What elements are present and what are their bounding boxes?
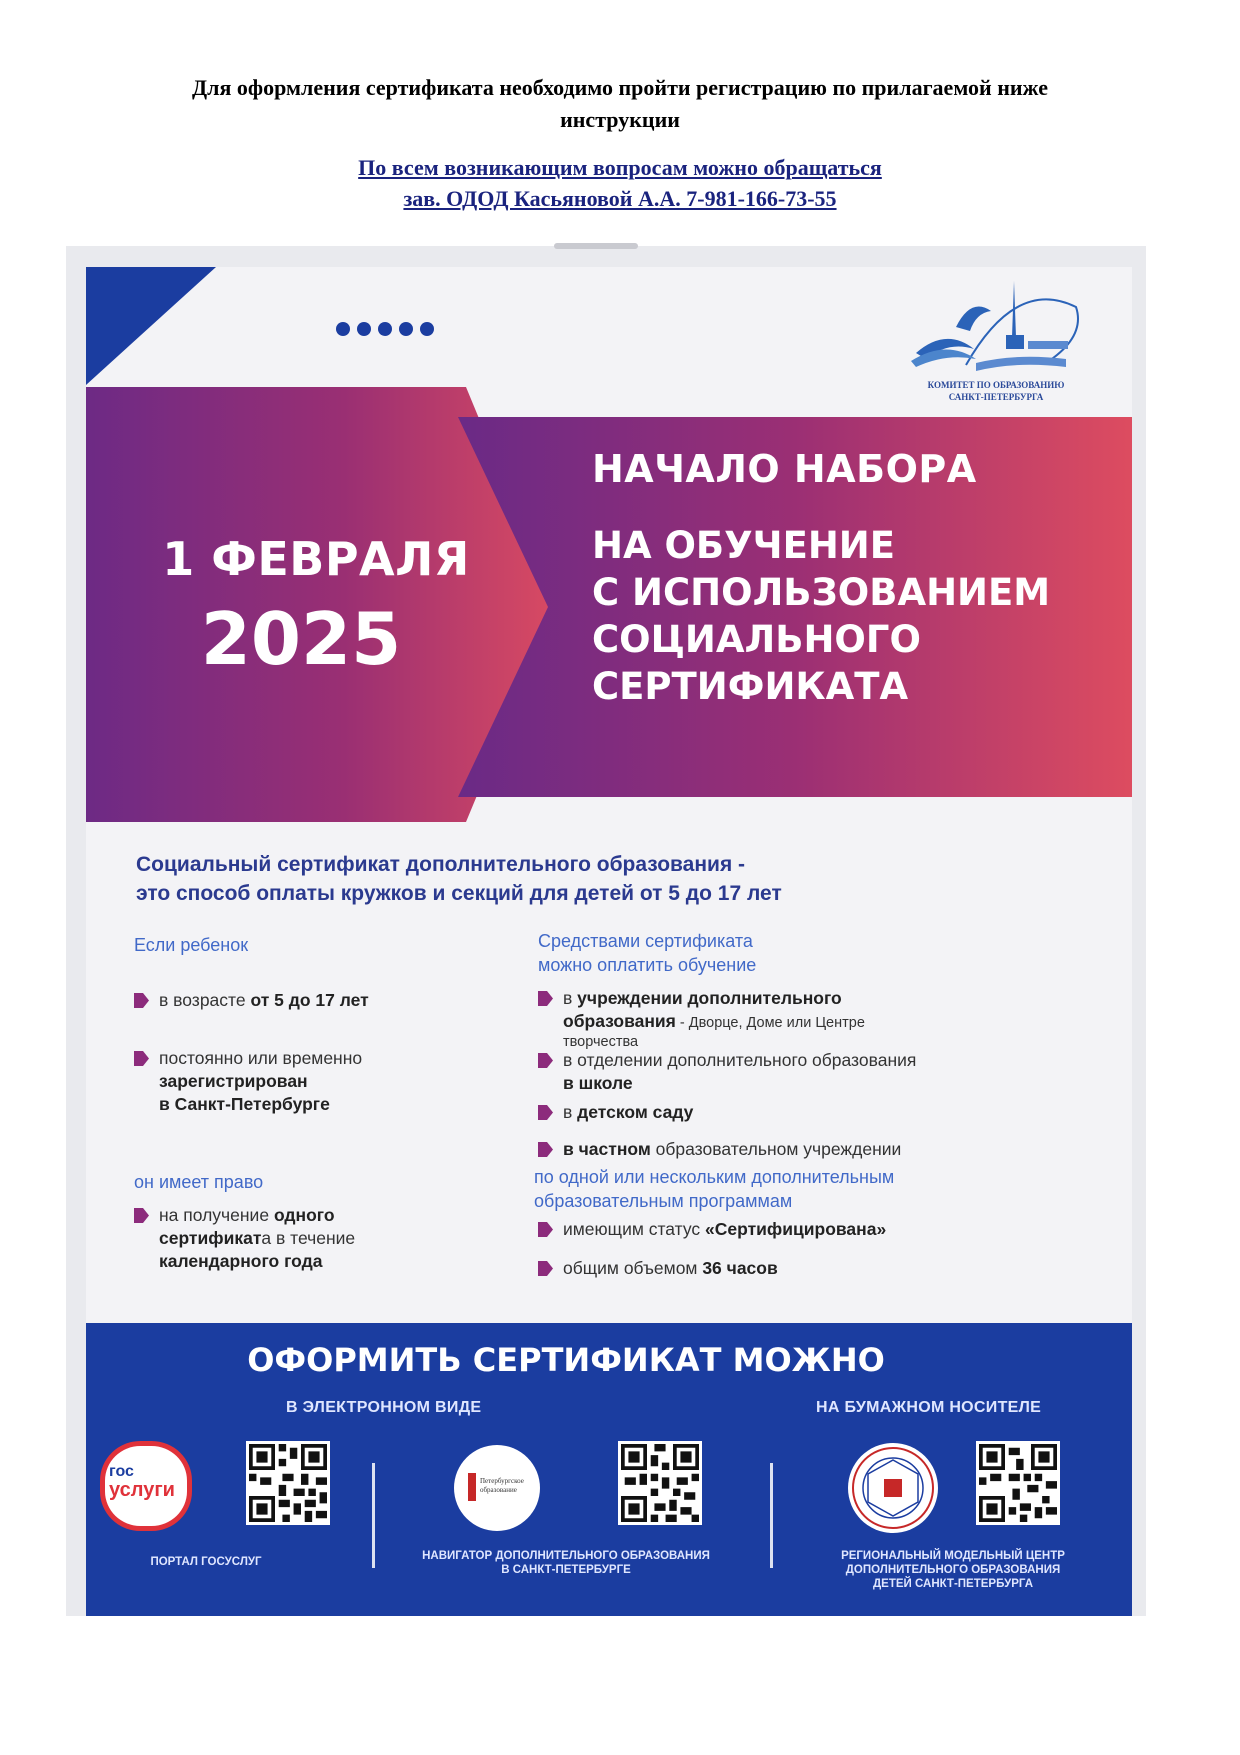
programs-item-status: имеющим статус «Сертифицирована» <box>538 1218 886 1241</box>
certificate-definition: Социальный сертификат дополнительного образования - это способ оплаты кружков и секций для детей от 5 до 17 лет <box>136 853 782 905</box>
navigator-caption: НАВИГАТОР ДОПОЛНИТЕЛЬНОГО ОБРАЗОВАНИЯ В САНКТ-ПЕТЕРБУРГЕ <box>422 1550 710 1576</box>
payment-item-private: в частном образовательном учреждении <box>538 1138 901 1161</box>
eligibility-label: Если ребенок <box>134 935 249 955</box>
start-date-day: 1 ФЕВРАЛЯ <box>162 532 470 586</box>
paper-subtitle: НА БУМАЖНОМ НОСИТЕЛЕ <box>816 1399 1042 1416</box>
committee-logo-icon <box>896 267 1096 379</box>
electronic-subtitle: В ЭЛЕКТРОННОМ ВИДЕ <box>286 1399 482 1416</box>
committee-logo-text: КОМИТЕТ ПО ОБРАЗОВАНИЮ САНКТ-ПЕТЕРБУРГА <box>927 380 1065 402</box>
frame-handle <box>554 243 638 249</box>
payment-item-school: в отделении дополнительного образования в школе <box>538 1049 916 1095</box>
contact-line-2[interactable]: зав. ОДОД Касьяновой А.А. 7-981-166-73-55 <box>403 186 837 211</box>
navigator-qr-code[interactable] <box>618 1441 702 1525</box>
payment-item-kindergarten: в детском саду <box>538 1101 693 1124</box>
entitlement-label: он имеет право <box>134 1172 264 1192</box>
committee-logo <box>896 267 1096 407</box>
entitlement-item: на получение одного сертификата в течение календарного года <box>134 1204 355 1273</box>
poster-title: НАЧАЛО НАБОРА <box>592 447 977 491</box>
contact-line-1[interactable]: По всем возникающим вопросам можно обращаться <box>358 155 882 180</box>
payment-options-label: Средствами сертификата можно оплатить обучение <box>538 931 757 975</box>
payment-item-institution: в учреждении дополнительного образования - Дворце, Доме или Центре творчества <box>538 987 865 1050</box>
band-title: ОФОРМИТЬ СЕРТИФИКАТ МОЖНО <box>247 1341 885 1379</box>
programs-item-hours: общим объемом 36 часов <box>538 1257 778 1280</box>
band-divider-1 <box>372 1463 375 1568</box>
programs-label: по одной или нескольким дополнительным образовательным программам <box>534 1167 895 1211</box>
eligibility-item-age: в возрасте от 5 до 17 лет <box>134 989 369 1012</box>
contact-info-link[interactable] <box>0 152 1240 214</box>
corner-triangle <box>86 267 216 385</box>
navigator-logo[interactable] <box>454 1445 540 1531</box>
gosuslugi-logo[interactable]: гос услуги <box>100 1441 192 1531</box>
gosuslugi-caption: ПОРТАЛ ГОСУСЛУГ <box>150 1556 262 1568</box>
decorative-dots <box>336 322 434 336</box>
band-divider-2 <box>770 1463 773 1568</box>
registration-methods-band <box>86 1323 1132 1616</box>
eligibility-item-registration: постоянно или временно зарегистрирован в Санкт-Петербурге <box>134 1047 362 1116</box>
gosuslugi-qr-code[interactable] <box>246 1441 330 1525</box>
navigator-logo-icon <box>468 1473 476 1501</box>
document-header <box>0 72 1240 214</box>
navigator-logo-text: Петербургское образование <box>480 1477 524 1494</box>
document-heading: Для оформления сертификата необходимо пройти регистрацию по прилагаемой ниже инструкции <box>192 75 1048 132</box>
qr-code-icon <box>621 1444 699 1522</box>
poster-image <box>86 267 1132 1616</box>
regional-center-emblem-icon <box>848 1443 938 1533</box>
qr-code-icon <box>249 1444 327 1522</box>
regional-center-qr-code[interactable] <box>976 1441 1060 1525</box>
regional-center-caption: РЕГИОНАЛЬНЫЙ МОДЕЛЬНЫЙ ЦЕНТР ДОПОЛНИТЕЛЬНОГО ОБРАЗОВАНИЯ ДЕТЕЙ САНКТ-ПЕТЕРБУРГА <box>841 1550 1065 1590</box>
regional-center-logo[interactable] <box>848 1443 938 1533</box>
qr-code-icon <box>979 1444 1057 1522</box>
start-date-year: 2025 <box>200 597 402 681</box>
poster-subtitle: НА ОБУЧЕНИЕ С ИСПОЛЬЗОВАНИЕМ СОЦИАЛЬНОГО СЕРТИФИКАТА <box>592 524 1051 708</box>
